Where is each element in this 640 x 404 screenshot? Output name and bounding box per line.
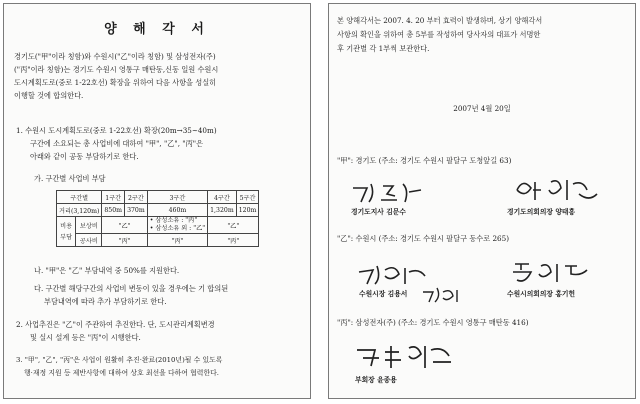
table-cell: "丙" — [147, 234, 207, 247]
row-label: 부담 — [60, 233, 73, 241]
table-header: 4구간 — [208, 191, 237, 204]
intro-line: 후 기관별 각 1부씩 보관한다. — [337, 44, 430, 53]
signer-a2: 경기도의회의장 양태흥 — [507, 208, 576, 216]
item-1-line: 구간에 소요되는 총 사업비에 대하여 "甲", "乙", "丙"은 — [30, 139, 204, 148]
table-cell — [57, 217, 76, 247]
table-row — [57, 234, 259, 247]
table-cell: 850m — [102, 204, 125, 217]
table-cell: 1,320m — [208, 204, 237, 217]
intro-line: 본 양해각서는 2007. 4. 20 부터 효력이 발생하며, 상기 양해각서 — [337, 16, 543, 25]
signature-kim-moonsoo — [347, 180, 427, 206]
document-page-2 — [328, 3, 636, 399]
table-cell: 공사비 — [76, 234, 102, 247]
item-3-line: 행·재정 지원 등 제반사항에 대하여 상호 최선을 다하여 협력한다. — [24, 369, 219, 377]
signature-yang-taeheung — [509, 176, 609, 206]
table-header: 구간별 — [57, 191, 102, 204]
table-cell: "丙" — [102, 234, 147, 247]
signer-a1: 경기도지사 김문수 — [351, 208, 406, 216]
intro-line: ("丙"이라 칭함)는 경기도 수원시 영통구 매탄동,신동 일원 수원시 — [14, 65, 219, 74]
table-cell: "丙" — [208, 234, 259, 247]
table-cell-line: • 삼성소유 외 : "乙" — [149, 225, 206, 232]
table-cell: 370m — [125, 204, 148, 217]
party-b: "乙": 수원시 (주소: 경기도 수원시 팔달구 동수로 265) — [337, 234, 509, 243]
intro-line: 사항의 확인을 위하여 총 5부를 작성하여 당사자의 대표가 서명한 — [337, 30, 541, 39]
party-c: "丙": 삼성전자(주) (주소: 경기도 수원시 영통구 매탄동 416) — [337, 318, 529, 327]
table-row — [57, 191, 259, 204]
item-2-line: 2. 사업추진은 "乙"이 주관하여 추진한다. 단, 도시관리계획변경 — [16, 320, 215, 329]
table-cell: 보상비 — [76, 217, 102, 234]
table-header: 1구간 — [102, 191, 125, 204]
table-cell: "乙" — [208, 217, 259, 234]
table-cell — [147, 217, 207, 234]
document-page-1 — [3, 3, 311, 399]
item-2-line: 및 실시 설계 등은 "丙"이 시행한다. — [30, 333, 141, 342]
row-label: 비용 — [60, 222, 73, 230]
table-row — [57, 217, 259, 234]
table-cell-line: • 삼성소유 : "丙" — [149, 217, 198, 224]
party-a: "甲": 경기도 (주소: 경기도 수원시 팔달구 도청앞길 63) — [337, 156, 512, 165]
item-1-line: 아래와 같이 공동 부담하기로 한다. — [30, 152, 139, 161]
signature-kim-yongseo-2 — [421, 286, 465, 304]
intro-line: 도시계획도로(중로 1-22호선) 확장을 위하여 다음 사항을 성실히 — [14, 78, 217, 87]
item-1c-line: 다. 구간별 해당구간의 사업비 변동이 있을 경우에는 기 합의된 — [34, 284, 229, 293]
intro-line: 경기도("甲"이라 칭함)와 수원시("乙"이라 칭함) 및 삼성전자(주) — [14, 52, 216, 61]
table-cell: 거리(3,120m) — [57, 204, 102, 217]
item-1-line: 1. 수원시 도시계획도로(중로 1-22호선) 확장(20m→35~40m) — [16, 126, 217, 135]
table-header: 5구간 — [236, 191, 259, 204]
table-header: 3구간 — [147, 191, 207, 204]
table-header: 2구간 — [125, 191, 148, 204]
cost-table — [56, 190, 259, 247]
signature-hong-giheon — [507, 258, 597, 288]
table-cell: 120m — [236, 204, 259, 217]
document-title: 양 해 각 서 — [104, 22, 210, 37]
table-cell: 460m — [147, 204, 207, 217]
signature-kim-yongseo — [355, 262, 435, 288]
item-1c-line: 부담내역에 따라 추가 부담하기로 한다. — [44, 297, 167, 306]
signing-date-text: 2007년 4월 20일 — [453, 104, 511, 113]
signing-date — [329, 102, 635, 115]
item-1b: 나. "甲"은 "乙" 부담내역 중 50%를 지원한다. — [34, 266, 180, 275]
signer-b2: 수원시의회의장 홍기헌 — [507, 290, 576, 298]
table-row — [57, 204, 259, 217]
signer-c1: 부회장 윤종용 — [355, 376, 397, 384]
signature-yoon-jongyong — [351, 342, 461, 372]
table-cell: "乙" — [102, 217, 147, 234]
intro-line: 이행할 것에 합의한다. — [14, 91, 84, 100]
item-3-line: 3. "甲", "乙", "丙"은 사업이 원활히 추진·완료(2010년)될 수 있도록 — [16, 356, 223, 364]
signer-b1: 수원시장 김용서 — [359, 290, 408, 298]
item-1a: 가. 구간별 사업비 부담 — [34, 174, 106, 183]
